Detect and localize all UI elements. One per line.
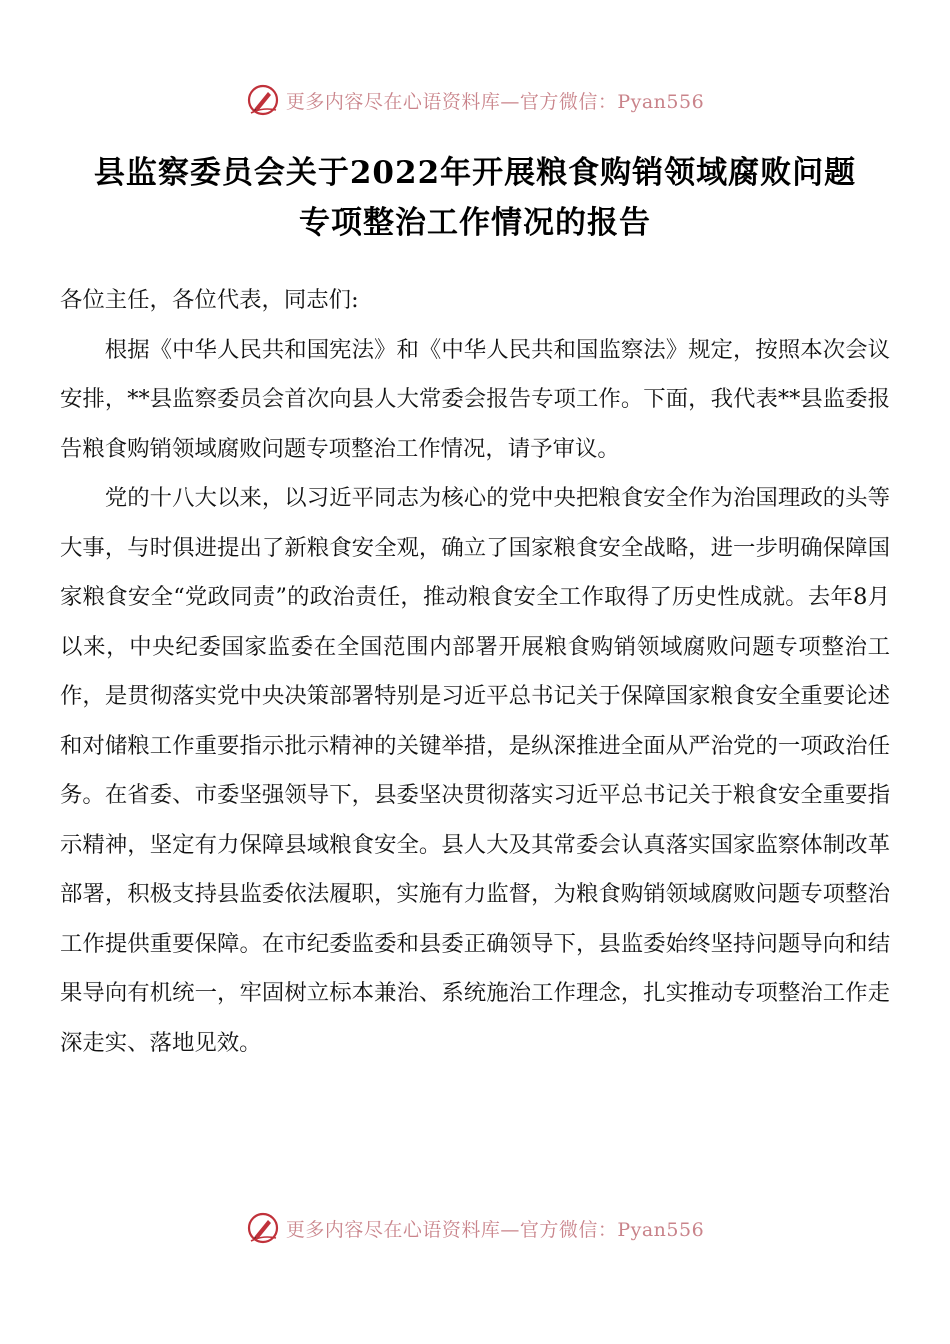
- watermark-text: 更多内容尽在心语资料库—官方微信：Pyan556: [285, 1218, 705, 1241]
- pen-logo-icon: [246, 1211, 280, 1245]
- watermark-footer: [0, 1210, 950, 1246]
- pen-logo-icon: [246, 83, 280, 117]
- document-body: [60, 276, 890, 1068]
- paragraph-1: 根据《中华人民共和国宪法》和《中华人民共和国监察法》规定，按照本次会议安排，**县监察委员会首次向县人大常委会报告专项工作。下面，我代表**县监委报告粮食购销领域腐败问题专项整治工作情况，请予审议。: [60, 336, 890, 462]
- document-title-line-2: 专项整治工作情况的报告: [299, 205, 651, 241]
- watermark-text: 更多内容尽在心语资料库—官方微信：Pyan556: [285, 90, 705, 113]
- paragraph-2: 党的十八大以来，以习近平同志为核心的党中央把粮食安全作为治国理政的头等大事，与时俱进提出了新粮食安全观，确立了国家粮食安全战略，进一步明确保障国家粮食安全“党政同责”的政治责任，推动粮食安全工作取得了历史性成就。去年8月以来，中央纪委国家监委在全国范围内部署开展粮食购销领域腐败问题专项整治工作，是贯彻落实党中央决策部署特别是习近平总书记关于保障国家粮食安全重要论述和对储粮工作重要指示批示精神的关键举措，是纵深推进全面从严治党的一项政治任务。在省委、市委坚强领导下，县委坚决贯彻落实习近平总书记关于粮食安全重要指示精神，坚定有力保障县域粮食安全。县人大及其常委会认真落实国家监察体制改革部署，积极支持县监委依法履职，实施有力监督，为粮食购销领域腐败问题专项整治工作提供重要保障。在市纪委监委和县委正确领导下，县监委始终坚持问题导向和结果导向有机统一，牢固树立标本兼治、系统施治工作理念，扎实推动专项整治工作走深走实、落地见效。: [60, 485, 890, 1056]
- salutation: 各位主任，各位代表，同志们:: [60, 287, 359, 313]
- watermark-header: [0, 82, 950, 118]
- document-title-line-1: 县监察委员会关于2022年开展粮食购销领域腐败问题: [93, 155, 857, 191]
